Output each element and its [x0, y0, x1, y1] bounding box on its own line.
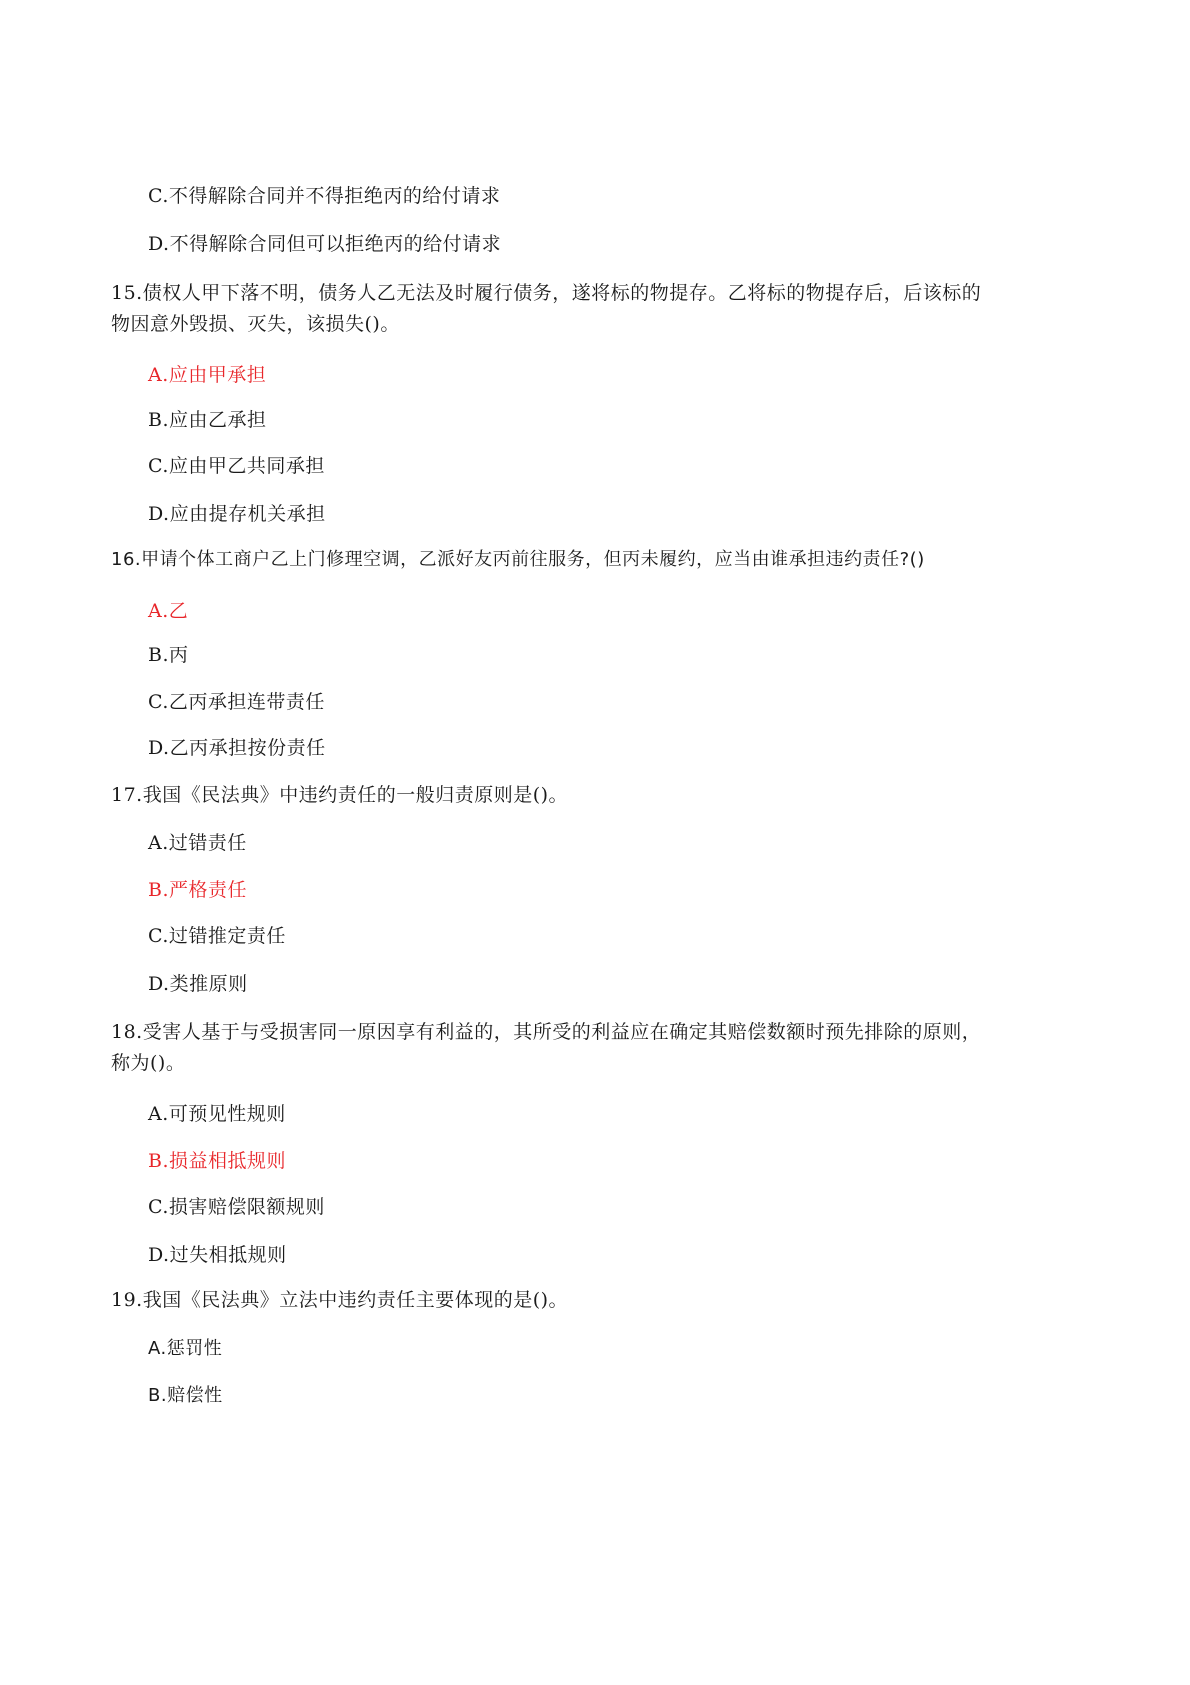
option-18-b-correct: B.损益相抵规则 — [148, 1150, 287, 1172]
question-19: 19.我国《民法典》立法中违约责任主要体现的是()。 — [111, 1289, 569, 1311]
option-16-b: B.丙 — [148, 644, 189, 666]
option-17-a: A.过错责任 — [148, 832, 247, 854]
question-15-line-1: 15.债权人甲下落不明，债务人乙无法及时履行债务，遂将标的物提存。乙将标的物提存后，后该标的 — [111, 282, 982, 304]
option-15-a-correct: A.应由甲承担 — [148, 364, 267, 386]
option-15-d: D.应由提存机关承担 — [148, 503, 326, 525]
question-18-line-1: 18.受害人基于与受损害同一原因享有利益的，其所受的利益应在确定其赔偿数额时预先排除的原则， — [111, 1021, 982, 1043]
option-17-b-correct: B.严格责任 — [148, 879, 248, 901]
option-16-a-correct: A.乙 — [148, 600, 189, 622]
option-17-c: C.过错推定责任 — [148, 925, 286, 947]
question-17: 17.我国《民法典》中违约责任的一般归责原则是()。 — [111, 784, 569, 806]
option-18-a: A.可预见性规则 — [148, 1103, 286, 1125]
question-16: 16.甲请个体工商户乙上门修理空调，乙派好友丙前往服务，但丙未履约，应当由谁承担违约责任?() — [111, 549, 925, 570]
option-18-c: C.损害赔偿限额规则 — [148, 1196, 325, 1218]
question-18-line-2: 称为()。 — [111, 1052, 186, 1074]
option-19-a: A.惩罚性 — [148, 1338, 223, 1359]
option-18-d: D.过失相抵规则 — [148, 1244, 287, 1266]
option-14-d: D.不得解除合同但可以拒绝丙的给付请求 — [148, 233, 502, 255]
question-15-line-2: 物因意外毁损、灭失，该损失()。 — [111, 313, 400, 335]
option-19-b: B.赔偿性 — [148, 1385, 223, 1406]
option-15-b: B.应由乙承担 — [148, 409, 267, 431]
option-15-c: C.应由甲乙共同承担 — [148, 455, 325, 477]
option-17-d: D.类推原则 — [148, 973, 248, 995]
option-14-c: C.不得解除合同并不得拒绝丙的给付请求 — [148, 185, 501, 207]
option-16-c: C.乙丙承担连带责任 — [148, 691, 325, 713]
option-16-d: D.乙丙承担按份责任 — [148, 737, 326, 759]
